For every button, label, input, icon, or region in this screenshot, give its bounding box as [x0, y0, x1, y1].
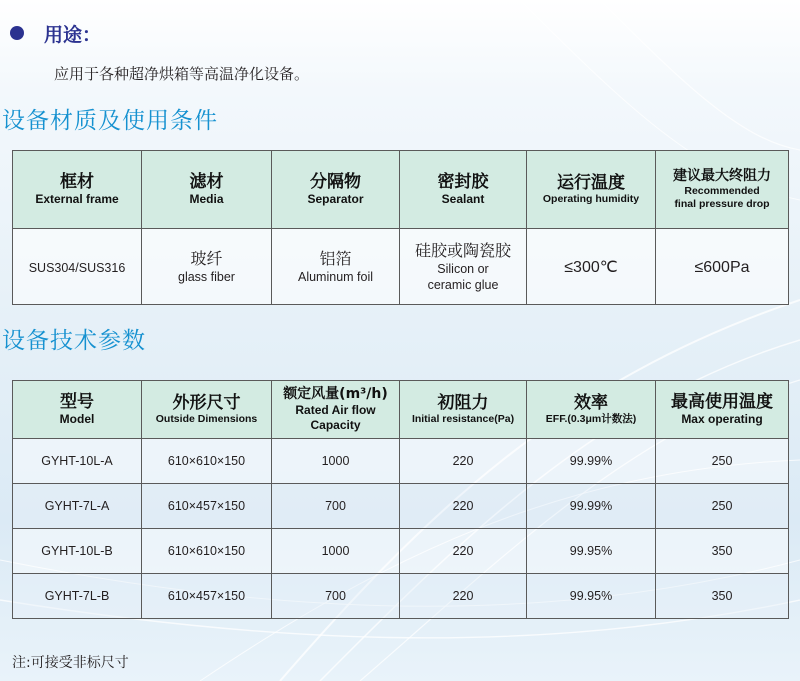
header-temperature	[527, 151, 656, 229]
usage-heading	[10, 20, 101, 46]
cell-airflow: 700	[272, 574, 400, 619]
cell-resistance: 220	[400, 574, 527, 619]
header-frame	[13, 151, 142, 229]
cell-resistance: 220	[400, 529, 527, 574]
cell-resistance: 220	[400, 484, 527, 529]
materials-section-title: 设备材质及使用条件	[2, 108, 218, 134]
cell-frame	[13, 229, 142, 305]
cell-pressure-drop-value: ≤600Pa	[694, 258, 750, 276]
cell-media-cn: 玻纤	[190, 248, 223, 268]
header-media-en: Media	[189, 192, 224, 206]
materials-row	[13, 229, 789, 305]
specs-section-title: 设备技术参数	[2, 328, 146, 354]
header-pressure-drop-cn: 建议最大终阻力	[673, 168, 771, 184]
header-separator-cn: 分隔物	[310, 172, 361, 192]
cell-separator-en: Aluminum foil	[297, 269, 374, 284]
header-efficiency	[527, 381, 656, 439]
cell-resistance: 220	[400, 439, 527, 484]
cell-media-en: glass fiber	[178, 269, 235, 284]
header-model	[13, 381, 142, 439]
cell-dimensions: 610×610×150	[142, 439, 272, 484]
cell-dimensions: 610×610×150	[142, 529, 272, 574]
cell-sealant	[400, 229, 527, 305]
cell-max-temp: 250	[656, 439, 789, 484]
cell-sealant-en1: Silicon or	[437, 261, 489, 276]
cell-frame-value: SUS304/SUS316	[28, 261, 126, 275]
cell-dimensions: 610×457×150	[142, 574, 272, 619]
cell-airflow: 1000	[272, 439, 400, 484]
header-airflow-en2: Capacity	[310, 418, 361, 432]
header-frame-en: External frame	[35, 192, 119, 206]
header-airflow-cn: 额定风量(m³/h)	[283, 386, 388, 402]
usage-title: 用途：	[44, 23, 102, 46]
cell-max-temp: 350	[656, 574, 789, 619]
header-separator-en: Separator	[307, 192, 364, 206]
bullet-dot-icon	[10, 26, 24, 40]
cell-efficiency: 99.95%	[527, 529, 656, 574]
header-resistance-en: Initial resistance(Pa)	[411, 413, 515, 425]
specs-table	[12, 380, 789, 619]
header-model-cn: 型号	[60, 392, 94, 412]
cell-sealant-en2: ceramic glue	[427, 277, 499, 292]
cell-max-temp: 250	[656, 484, 789, 529]
header-airflow-en1: Rated Air flow	[295, 403, 376, 417]
header-efficiency-cn: 效率	[574, 393, 608, 413]
cell-temperature-value: ≤300℃	[564, 258, 618, 276]
cell-max-temp: 350	[656, 529, 789, 574]
header-pressure-drop	[656, 151, 789, 229]
cell-dimensions: 610×457×150	[142, 484, 272, 529]
cell-media	[142, 229, 272, 305]
header-max-temp	[656, 381, 789, 439]
header-pressure-drop-en1: Recommended	[684, 185, 760, 197]
header-separator	[272, 151, 400, 229]
table-row	[13, 439, 789, 484]
header-media-cn: 滤材	[189, 172, 224, 192]
cell-pressure-drop	[656, 229, 789, 305]
cell-efficiency: 99.99%	[527, 484, 656, 529]
cell-model: GYHT-7L-B	[13, 574, 142, 619]
specs-header-row	[13, 381, 789, 439]
header-temperature-en: Operating humidity	[542, 193, 640, 205]
header-sealant-en: Sealant	[441, 192, 485, 206]
header-frame-cn: 框材	[60, 172, 94, 192]
header-airflow	[272, 381, 400, 439]
header-model-en: Model	[59, 412, 95, 426]
cell-efficiency: 99.99%	[527, 439, 656, 484]
cell-separator-cn: 铝箔	[319, 248, 352, 268]
cell-airflow: 1000	[272, 529, 400, 574]
cell-separator	[272, 229, 400, 305]
cell-airflow: 700	[272, 484, 400, 529]
table-row	[13, 574, 789, 619]
cell-model: GYHT-7L-A	[13, 484, 142, 529]
header-max-temp-en: Max operating	[681, 412, 763, 426]
table-row	[13, 529, 789, 574]
header-dimensions-cn: 外形尺寸	[172, 393, 241, 413]
cell-efficiency: 99.95%	[527, 574, 656, 619]
header-efficiency-en: EFF.(0.3μm计数法)	[545, 413, 637, 425]
usage-description: 应用于各种超净烘箱等高温净化设备。	[54, 65, 310, 83]
materials-header-row	[13, 151, 789, 229]
cell-sealant-cn: 硅胶或陶瓷胶	[414, 240, 511, 260]
header-resistance-cn: 初阻力	[437, 393, 489, 413]
materials-table	[12, 150, 789, 305]
header-resistance	[400, 381, 527, 439]
header-dimensions-en: Outside Dimensions	[155, 413, 258, 425]
header-media	[142, 151, 272, 229]
header-dimensions	[142, 381, 272, 439]
header-temperature-cn: 运行温度	[557, 173, 625, 193]
header-max-temp-cn: 最高使用温度	[671, 392, 773, 412]
cell-temperature	[527, 229, 656, 305]
header-sealant-cn: 密封胶	[437, 172, 489, 192]
cell-model: GYHT-10L-A	[13, 439, 142, 484]
footnote: 注:可接受非标尺寸	[12, 655, 129, 671]
header-pressure-drop-en2: final pressure drop	[674, 198, 770, 210]
table-row	[13, 484, 789, 529]
header-sealant	[400, 151, 527, 229]
cell-model: GYHT-10L-B	[13, 529, 142, 574]
